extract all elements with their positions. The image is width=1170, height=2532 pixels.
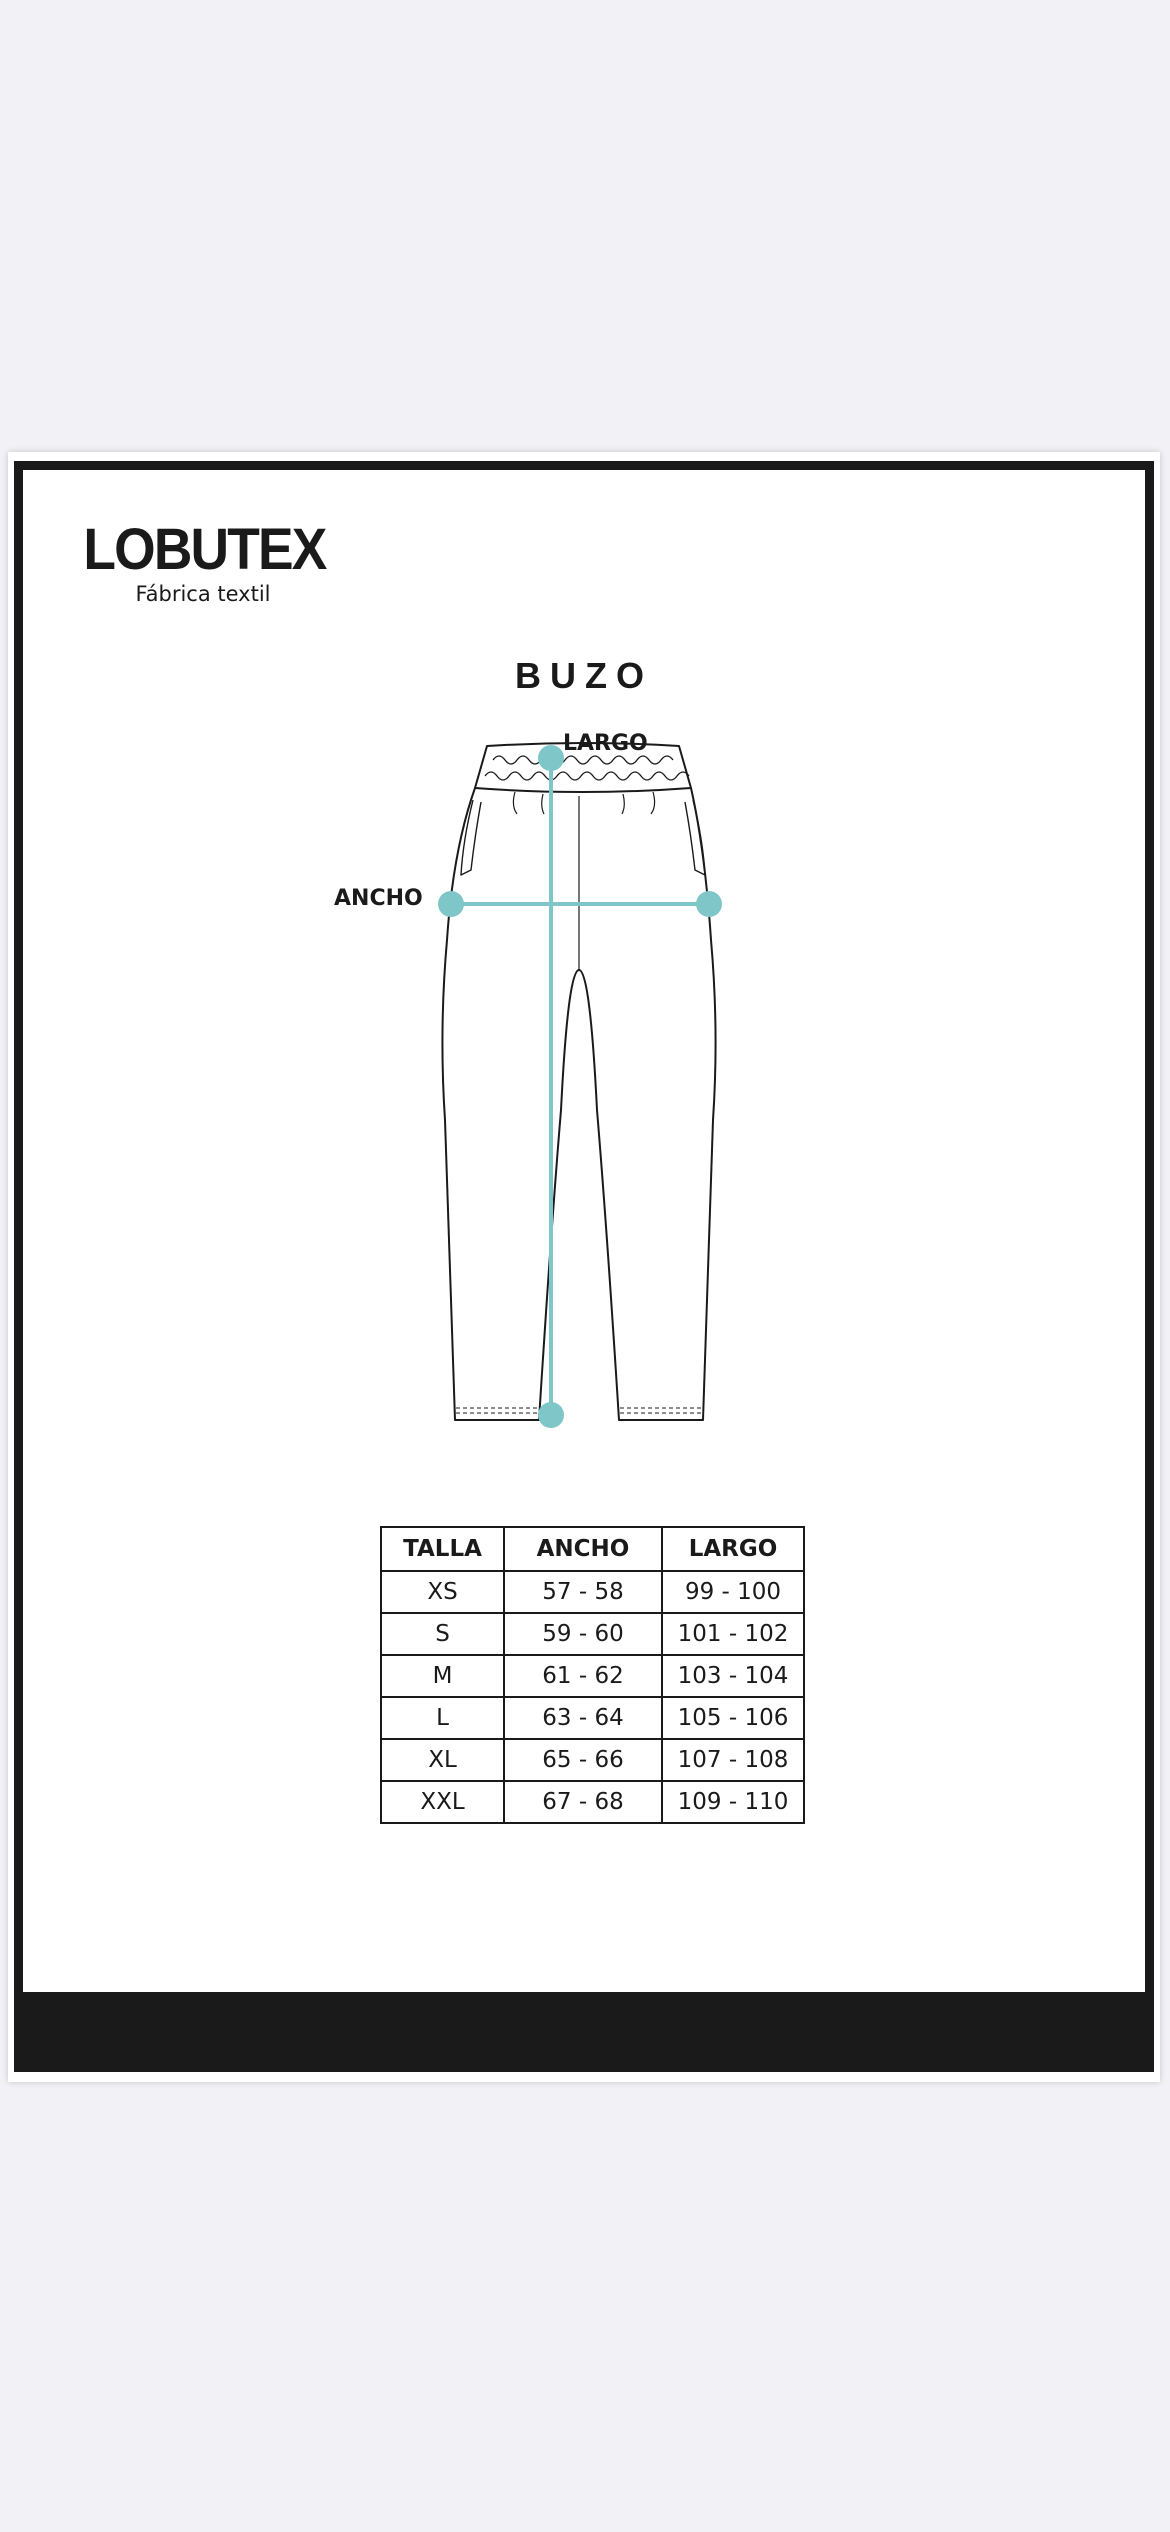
header-ancho: ANCHO xyxy=(504,1527,662,1571)
length-cell: 99 - 100 xyxy=(662,1571,804,1613)
width-cell: 61 - 62 xyxy=(504,1655,662,1697)
size-cell: S xyxy=(381,1613,504,1655)
brand-tagline: Fábrica textil xyxy=(135,582,271,606)
length-cell: 105 - 106 xyxy=(662,1697,804,1739)
table-row xyxy=(381,1655,804,1697)
width-cell: 63 - 64 xyxy=(504,1697,662,1739)
size-table-header-row xyxy=(381,1527,804,1571)
width-right-dot xyxy=(696,891,722,917)
size-cell: XL xyxy=(381,1739,504,1781)
table-row xyxy=(381,1697,804,1739)
length-start-dot xyxy=(538,745,564,771)
size-chart-sheet xyxy=(8,452,1160,2082)
measurement-guides xyxy=(438,745,722,1428)
brand-name: LOBUTEX xyxy=(83,517,326,582)
size-cell: XS xyxy=(381,1571,504,1613)
length-cell: 107 - 108 xyxy=(662,1739,804,1781)
length-cell: 101 - 102 xyxy=(662,1613,804,1655)
header-largo: LARGO xyxy=(662,1527,804,1571)
width-left-dot xyxy=(438,891,464,917)
sheet-content-area xyxy=(23,470,1145,1992)
width-cell: 59 - 60 xyxy=(504,1613,662,1655)
size-table xyxy=(380,1526,805,1824)
length-label: LARGO xyxy=(563,731,648,756)
table-row xyxy=(381,1781,804,1823)
header-talla: TALLA xyxy=(381,1527,504,1571)
width-cell: 65 - 66 xyxy=(504,1739,662,1781)
size-cell: XXL xyxy=(381,1781,504,1823)
width-cell: 57 - 58 xyxy=(504,1571,662,1613)
width-label: ANCHO xyxy=(334,886,423,911)
size-cell: M xyxy=(381,1655,504,1697)
length-cell: 103 - 104 xyxy=(662,1655,804,1697)
width-cell: 67 - 68 xyxy=(504,1781,662,1823)
table-row xyxy=(381,1571,804,1613)
table-row xyxy=(381,1739,804,1781)
table-row xyxy=(381,1613,804,1655)
length-end-dot xyxy=(538,1402,564,1428)
length-cell: 109 - 110 xyxy=(662,1781,804,1823)
size-cell: L xyxy=(381,1697,504,1739)
pants-outline xyxy=(442,743,715,1420)
garment-title: BUZO xyxy=(515,655,653,696)
sheet-border-frame xyxy=(14,461,1154,2072)
